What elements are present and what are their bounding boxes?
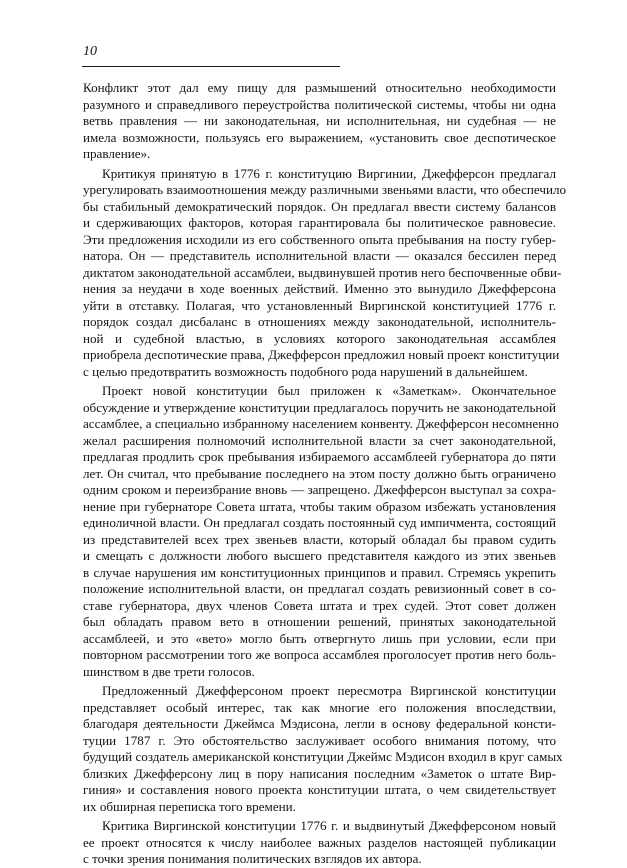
text-line: желал расширения полномочий исполнительной власти за счет законодательной, bbox=[83, 432, 556, 448]
text-line: из представителей всех трех звеньев власти, который обладал бы правом судить bbox=[83, 531, 556, 547]
page-number: 10 bbox=[83, 44, 97, 59]
text-line: одним сроком и переизбрание вновь — запрещено. Джефферсон выступал за сохра- bbox=[83, 482, 556, 497]
text-line: единоличной власти. Он предлагал создать постоянный суд импичмента, состоящий bbox=[83, 515, 556, 530]
text-line: положение исполнительной власти, он предлагал создать ревизионный совет в со- bbox=[83, 581, 556, 596]
text-line: с целью предотвратить возможность подобного рода нарушений в дальнейшем. bbox=[83, 363, 528, 379]
text-line: разумного и справедливого переустройства политической системы, чтобы ни одна bbox=[83, 96, 556, 112]
paragraph-5 bbox=[83, 818, 556, 868]
text-line: Эти предложения исходили из его собственного опыта пребывания на посту губер- bbox=[83, 231, 556, 247]
text-line: их обширная переписка того времени. bbox=[83, 798, 296, 814]
text-line: правление». bbox=[83, 146, 151, 161]
text-line: с точки зрения понимания политических взглядов их автора. bbox=[83, 851, 422, 866]
text-line: туции 1787 г. Это обстоятельство заслуживает особого внимания потому, что bbox=[83, 732, 556, 748]
text-line: и сдерживающих факторов, которая гарантировала бы политическое равновесие. bbox=[83, 215, 556, 230]
text-line: ассамблеей, и это «вето» могло быть отвергнуто лишь при условии, если при bbox=[83, 630, 556, 646]
text-line: предлагая продлить срок пребывания избираемого ассамблеей губернатора до пяти bbox=[83, 449, 556, 464]
text-line: лет. Он считал, что пребывание последнего на этом посту должно быть ограничено bbox=[83, 465, 556, 481]
text-line: Критикуя принятую в 1776 г. конституцию Виргинии, Джефферсон предлагал bbox=[102, 165, 556, 181]
text-line: имела возможности, пользуясь его выражением, «установить свое деспотическое bbox=[83, 129, 556, 145]
text-line: и смещать с должности любого высшего представителя каждого из этих звеньев bbox=[83, 548, 556, 563]
text-line: Конфликт этот дал ему пищу для размышений относительно необходимости bbox=[83, 80, 556, 95]
text-line: ной и судебной властью, в условиях которого законодательная ассамблея bbox=[83, 330, 556, 346]
text-line: ассамблее, а специально избранному населением конвенту. Джефферсон несомненно bbox=[83, 416, 559, 431]
text-line: диктатом законодательной ассамблеи, выдвинувшей против него беспочвенные обви- bbox=[83, 264, 562, 280]
text-line: нение при губернаторе Совета штата, чтобы таким образом избежать установления bbox=[83, 498, 556, 514]
text-line: нения за неудачи в ходе военных действий. Именно это вынудило Джефферсона bbox=[83, 281, 556, 296]
paragraph-3 bbox=[83, 383, 559, 680]
text-line: Проект новой конституции был приложен к «Заметкам». Окончательное bbox=[102, 383, 556, 398]
text-line: порядок создал дисбаланс в отношениях между законодательной, исполнитель- bbox=[83, 314, 556, 329]
body-text bbox=[83, 80, 567, 868]
text-line: шинством в две трети голосов. bbox=[83, 663, 255, 679]
text-line: ветвь правления — ни законодательная, ни исполнительная, ни судебная — не bbox=[83, 113, 556, 128]
text-line: урегулировать взаимоотношения между различными звеньями власти, что обеспечило bbox=[83, 182, 567, 197]
text-line: натора. Он — представитель исполнительной власти — оказался бессилен перед bbox=[83, 248, 556, 263]
text-line: обсуждение и утверждение конституции предлагалось поручить не законодательной bbox=[83, 399, 556, 415]
text-line: Критика Виргинской конституции 1776 г. и выдвинутый Джефферсоном новый bbox=[102, 818, 556, 833]
text-line: приобрела деспотические права, Джефферсон предложил новый проект конституции bbox=[83, 347, 560, 362]
text-line: близких Джефферсону лиц в пору написания последним «Заметок о штате Вир- bbox=[83, 765, 556, 781]
text-line: будущий создатель американской конституции Джеймс Мэдисон входил в круг самых bbox=[83, 749, 563, 764]
text-line: ее проект относятся к числу наиболее важных разделов настоящей публикации bbox=[83, 834, 556, 850]
text-line: был обладать правом вето в отношении решений, принятых законодательной bbox=[83, 614, 556, 629]
text-line: ставе губернатора, двух членов Совета штата и трех судей. Этот совет должен bbox=[83, 597, 556, 613]
paragraph-4 bbox=[83, 683, 563, 815]
text-line: представляет особый интерес, так как многие его положения впоследствии, bbox=[83, 699, 556, 715]
text-line: Предложенный Джефферсоном проект пересмотра Виргинской конституции bbox=[102, 683, 556, 698]
text-line: в случае нарушения им конституционных принципов и правил. Стремясь укрепить bbox=[83, 564, 556, 580]
paragraph-1 bbox=[83, 80, 556, 163]
header-rule bbox=[82, 66, 340, 67]
text-line: уйти в отставку. Полагая, что установленный Виргинской конституцией 1776 г. bbox=[83, 297, 556, 313]
text-line: повторном рассмотрении того же вопроса ассамблея проголосует против него боль- bbox=[83, 647, 556, 662]
text-line: благодаря деятельности Джеймса Мэдисона, легли в основу федеральной консти- bbox=[83, 716, 556, 731]
paragraph-2 bbox=[83, 165, 567, 381]
text-line: гиния» и составления нового проекта конституции штата, о чем свидетельствует bbox=[83, 782, 556, 797]
text-line: бы стабильный демократический порядок. Он предлагал ввести систему балансов bbox=[83, 198, 556, 214]
